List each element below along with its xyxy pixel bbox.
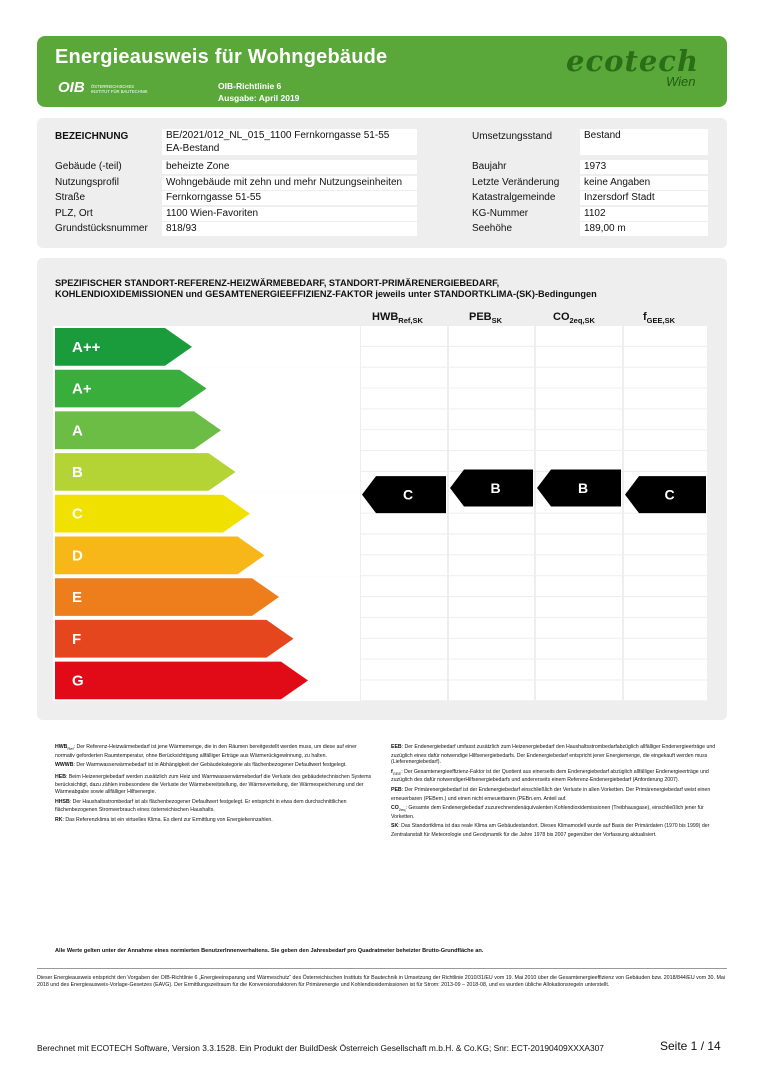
left-label: PLZ, Ort	[55, 207, 93, 219]
class-label: F	[72, 630, 82, 648]
legend-right	[391, 744, 716, 842]
grid-cell	[361, 555, 447, 575]
grid-cell	[624, 389, 707, 409]
oib-subtitle-2: INSTITUT FÜR BAUTECHNIK	[91, 89, 148, 94]
grid-cell	[624, 347, 707, 367]
umsetzung-label: Umsetzungsstand	[472, 131, 553, 142]
class-label: A	[72, 422, 83, 440]
grid-cell	[624, 326, 707, 346]
rating-label: C	[664, 486, 675, 503]
grid-cell	[449, 409, 534, 429]
grid-cell	[361, 680, 447, 700]
column-header-main: CO	[553, 311, 570, 323]
grid-cell	[361, 597, 447, 617]
grid-cell	[624, 409, 707, 429]
left-value: Fernkorngasse 51-55	[162, 191, 417, 205]
right-label: Katastralgemeinde	[472, 192, 556, 203]
bezeichnung-line-2: EA-Bestand	[166, 143, 220, 154]
legend-text: : Der Warmwasserwärmebedarf ist in Abhängigkeit der Gebäudekategorie als flächenbezogener Defaultwert festgelegt.	[73, 762, 347, 769]
legend-text: : Das Standortklima ist das reale Klima am Gebäudestandort. Dieses Klimamodell wurde auf Basis der Primärdaten (1970 bis 1999) der Zentralanstalt für Meteorologie und Geodynamik für die Jahre 1978 bis 2007 gegenüber der Vorfassung aktualisiert.	[391, 823, 710, 839]
grid-cell	[361, 451, 447, 471]
legend-text: : Das Referenzklima ist ein virtuelles Klima. Es dient zur Ermittlung von Energiekennzahlen.	[62, 816, 273, 823]
efficiency-chart	[53, 326, 708, 701]
class-label: B	[72, 463, 83, 481]
grid-cell	[624, 597, 707, 617]
grid-cell	[536, 618, 622, 638]
grid-cell	[449, 555, 534, 575]
grid-cell	[361, 389, 447, 409]
oib-subtitle-1: ÖSTERREICHISCHES	[91, 84, 135, 89]
grid-cell	[361, 514, 447, 534]
class-arrow	[55, 620, 294, 658]
class-label: G	[72, 672, 84, 690]
legend-term: HHSB	[55, 798, 70, 805]
legend-term: PEB	[391, 787, 402, 794]
column-header-sub: 2eq,SK	[569, 316, 595, 326]
column-header-sub: Ref,SK	[398, 316, 423, 326]
column-header-main: HWB	[372, 311, 399, 323]
legend-term: HWB	[55, 744, 68, 750]
grid-cell	[624, 680, 707, 700]
legend-entry	[55, 762, 375, 771]
grid-cell	[536, 576, 622, 596]
grid-cell	[361, 639, 447, 659]
grid-cell	[361, 618, 447, 638]
oib-logo: OIB	[58, 79, 85, 96]
left-label: Gebäude (-teil)	[55, 161, 122, 172]
legend-text: : Gesamte dem Endenergiebedarf zuzurechnendenäquivalenten Kohlendioxidemissionen (Treibhausgase), einschließlich jener für Vorketten.	[391, 805, 704, 820]
legend-entry	[391, 769, 716, 784]
software-credit: Berechnet mit ECOTECH Software, Version 3.3.1528. Ein Produkt der BuildDesk Österreich Gesellschaft m.b.H. & Co.KG; Snr: ECT-20190409XXXA307	[37, 1043, 604, 1053]
legend-entry	[55, 817, 375, 826]
grid-cell	[536, 535, 622, 555]
grid-cell	[536, 326, 622, 346]
legend-term-sub: GEE	[392, 770, 402, 776]
legend-term: HEB	[55, 773, 66, 780]
grid-cell	[449, 535, 534, 555]
grid-cell	[361, 660, 447, 680]
rating-label: C	[402, 486, 414, 503]
legend-text: : Der Endenergiebedarf umfasst zusätzlich zum Heizenergiebedarf den Haushaltsstrombedarfabzüglich allfälliger Endenergieerträge und zuzüglich eines dafür notwendige Hilfsenergiebedarfs. Der Endenergiebedarf entspricht jener Energiemenge, die eingekauft werden muss (Lieferenergiebedarf).	[391, 744, 716, 766]
grid-cell	[361, 347, 447, 367]
column-header	[372, 311, 423, 325]
class-arrow	[55, 537, 265, 575]
column-header	[469, 311, 502, 325]
legend-term: WWWB	[55, 762, 74, 769]
grid-cell	[449, 451, 534, 471]
right-label: Seehöhe	[472, 223, 513, 234]
legend-entry	[391, 744, 716, 766]
legend-term: SK	[391, 823, 399, 830]
class-label: C	[72, 505, 83, 523]
grid-cell	[536, 368, 622, 388]
class-arrow	[55, 495, 250, 533]
right-value: 1102	[580, 207, 708, 221]
grid-cell	[624, 514, 707, 534]
grid-cell	[624, 660, 707, 680]
class-label: A++	[72, 338, 101, 356]
class-label: E	[72, 589, 83, 607]
legend-entry	[391, 787, 716, 802]
legend-term: RK	[55, 816, 63, 823]
grid-cell	[536, 430, 622, 450]
grid-cell	[449, 639, 534, 659]
footer-divider	[37, 968, 727, 969]
column-header-sub: SK	[491, 316, 503, 326]
chart-title	[55, 278, 715, 300]
bezeichnung-label: BEZEICHNUNG	[55, 131, 129, 142]
grid-cell	[361, 409, 447, 429]
right-value: 189,00 m	[580, 222, 708, 236]
ecotech-logo: ecotech	[566, 44, 700, 78]
chart-title-line-1: SPEZIFISCHER STANDORT-REFERENZ-HEIZWÄRMEBEDARF, STANDORT-PRIMÄRENERGIEBEDARF,	[55, 278, 500, 288]
grid-cell	[449, 430, 534, 450]
column-header	[643, 311, 675, 325]
grid-cell	[536, 639, 622, 659]
grid-cell	[536, 597, 622, 617]
legend-entry	[55, 744, 375, 759]
grid-cell	[624, 535, 707, 555]
legend-text: : Der Primärenergiebedarf ist der Endenergiebedarf einschließlich der Verluste in allen Vorketten. Der Primärenergiebedarf weist einen erneuerbaren (PEBern.) und einen nicht erneuerbaren (PEBn.ern. Anteil auf.	[391, 787, 711, 802]
legend-text: : Der Referenz-Heizwärmebedarf ist jene Wärmemenge, die in den Räumen bereitgestellt werden muss, um diese auf einer normativ geforderten Raumtemperatur, ohne Berücksichtigung allfälliger Erträge aus Wärmerückgewinnung, zu halten.	[55, 744, 357, 759]
right-value: keine Angaben	[580, 176, 708, 190]
grid-cell	[361, 430, 447, 450]
grid-cell	[624, 555, 707, 575]
grid-cell	[536, 514, 622, 534]
legend-term: EEB	[391, 744, 402, 750]
legend-entry	[55, 774, 375, 796]
footer-legal-text: Dieser Energieausweis entspricht den Vorgaben der OIB-Richtlinie 6 „Energieeinsparung und Wärmeschutz“ des Österreichischen Instituts für Bautechnik in Umsetzung der Richtlinie 2010/31/EU vom 19. Mai 2010 über die Gesamtenergieeffizienz von Gebäuden bzw. 2018/844/EU vom 30. Mai 2018 und des Energieausweis-Vorlage-Gesetzes (EAVG). Der Ermittlungszeitraum für die Konversionsfaktoren für Primärenergie und Kohlendioxidemissionen ist für Strom: 2013-09 – 2018-08, und es wurden übliche Allokationsregeln unterstellt.	[37, 975, 725, 988]
grid-cell	[449, 680, 534, 700]
grid-cell	[361, 576, 447, 596]
left-value: Wohngebäude mit zehn und mehr Nutzungseinheiten	[162, 176, 417, 190]
richtlinie: OIB-Richtlinie 6	[218, 81, 282, 91]
grid-cell	[536, 389, 622, 409]
rating-label: B	[577, 479, 589, 496]
bezeichnung-line-1: BE/2021/012_NL_015_1100 Fernkorngasse 51-55	[166, 130, 390, 141]
grid-cell	[624, 368, 707, 388]
footnote-normed: Alle Werte gelten unter der Annahme eines normierten BenutzerInnenverhaltens. Sie geben den Jahresbedarf pro Quadratmeter beheizter Brutto-Grundfläche an.	[55, 948, 484, 954]
legend-term: f	[391, 768, 393, 775]
class-label: A+	[72, 380, 92, 398]
grid-cell	[449, 660, 534, 680]
grid-cell	[624, 618, 707, 638]
grid-cell	[536, 660, 622, 680]
page-title: Energieausweis für Wohngebäude	[55, 46, 388, 68]
right-label: Letzte Veränderung	[472, 176, 560, 188]
left-value: beheizte Zone	[162, 160, 417, 174]
grid-cell	[449, 576, 534, 596]
grid-cell	[624, 576, 707, 596]
grid-cell	[449, 368, 534, 388]
legend-text: : Der Haushaltsstrombedarf ist als flächenbezogener Defaultwert festgelegt. Er entspricht in etwa dem durchschnittlichen flächenbezogenen Stromverbrauch eines österreichischen Haushalts.	[55, 798, 347, 814]
grid-cell	[361, 535, 447, 555]
grid-cell	[624, 639, 707, 659]
grid-cell	[449, 514, 534, 534]
legend-left	[55, 744, 375, 829]
umsetzung-value: Bestand	[580, 129, 708, 155]
grid-cell	[536, 680, 622, 700]
chart-title-line-2: KOHLENDIOXIDEMISSIONEN und GESAMTENERGIEEFFIZIENZ-FAKTOR jeweils unter STANDORTKLIMA-(SK)-Bedingungen	[55, 289, 597, 299]
left-label: Grundstücksnummer	[55, 223, 148, 234]
ecotech-logo-sub: Wien	[666, 74, 696, 89]
column-header	[553, 311, 595, 325]
right-label: Baujahr	[472, 161, 507, 172]
grid-cell	[536, 555, 622, 575]
grid-cell	[536, 451, 622, 471]
grid-cell	[449, 389, 534, 409]
left-value: 818/93	[162, 222, 417, 236]
column-header-sub: GEE,SK	[646, 316, 676, 326]
grid-cell	[449, 597, 534, 617]
grid-cell	[449, 326, 534, 346]
rating-label: B	[490, 479, 501, 496]
legend-entry	[55, 799, 375, 814]
grid-cell	[624, 430, 707, 450]
legend-text: : Beim Heizenergiebedarf werden zusätzlich zum Heiz und Warmwasserwärmebedarf die Verluste des gebäudetechnischen Systems berücksichtigt, dazu zählen insbesondere die Verluste der Wärmebereitstellung, der Wärmeverteilung, der Wärmespeicherung und der Wärmeabgabe sowie allfälliger Hilfsenergie.	[55, 773, 372, 796]
right-value: Inzersdorf Stadt	[580, 191, 708, 205]
legend-term-sub: Ref	[67, 746, 74, 752]
left-label: Straße	[55, 192, 86, 203]
left-value: 1100 Wien-Favoriten	[162, 207, 417, 221]
page-number: Seite 1 / 14	[660, 1039, 721, 1053]
left-label: Nutzungsprofil	[55, 176, 119, 188]
class-arrow	[55, 578, 279, 616]
grid-cell	[624, 451, 707, 471]
class-label: D	[72, 547, 83, 565]
ausgabe: Ausgabe: April 2019	[218, 93, 300, 103]
legend-text: : Der Gesamtenergieeffizienz-Faktor ist der Quotient aus einerseits dem Endenergiebedarf abzüglich allfälliger Endenergieerträge und zuzüglich des dafür notwendigerHilfsenergiebedarfs und andererseits einem Referenz-Endenergiebedarf (Anforderung 2007).	[391, 768, 709, 784]
grid-cell	[361, 368, 447, 388]
grid-cell	[449, 347, 534, 367]
legend-term: CO	[391, 805, 399, 812]
right-value: 1973	[580, 160, 708, 174]
class-arrow	[55, 662, 308, 700]
legend-entry	[391, 805, 716, 820]
grid-cell	[449, 618, 534, 638]
column-header-main: f	[643, 311, 647, 323]
bezeichnung-value	[162, 129, 417, 155]
legend-entry	[391, 823, 716, 838]
legend-term-sub: 2eq	[398, 807, 406, 813]
grid-cell	[536, 409, 622, 429]
grid-cell	[536, 347, 622, 367]
column-header-main: PEB	[469, 311, 492, 323]
grid-cell	[361, 326, 447, 346]
right-label: KG-Nummer	[472, 207, 529, 219]
